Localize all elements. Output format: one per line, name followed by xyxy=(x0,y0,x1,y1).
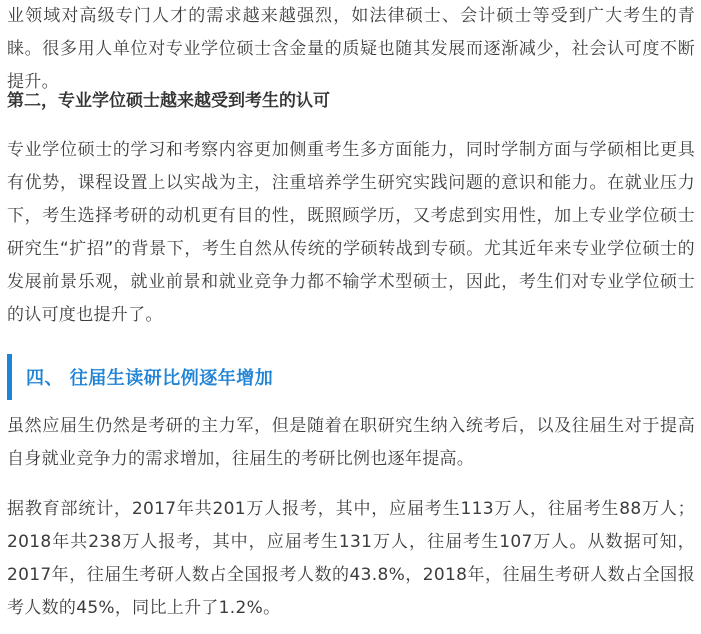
paragraph-graduates: 虽然应届生仍然是考研的主力军，但是随着在职研究生纳入统考后，以及往届生对于提高自身就业竞争力的需求增加，往届生的考研比例也逐年提高。 xyxy=(7,416,695,469)
intro-paragraph: 业领域对高级专门人才的需求越来越强烈，如法律硕士、会计硕士等受到广大考生的青睐。很多用人单位对专业学位硕士含金量的质疑也随其发展而逐渐减少，社会认可度不断提升。 xyxy=(7,6,695,92)
section-heading-title: 四、 往届生读研比例逐年增加 xyxy=(26,368,274,389)
section-heading-block xyxy=(7,354,695,400)
paragraph-professional-degree: 专业学位硕士的学习和考察内容更加侧重考生多方面能力，同时学制方面与学硕相比更具有优势，课程设置上以实战为主，注重培养学生研究实践问题的意识和能力。在就业压力下，考生选择考研的动机更有目的性，既照顾学历，又考虑到实用性，加上专业学位硕士研究生“扩招”的背景下，考生自然从传统的学硕转战到专硕。尤其近年来专业学位硕士的发展前景乐观，就业前景和就业竞争力都不输学术型硕士，因此，考生们对专业学位硕士的认可度也提升了。 xyxy=(7,140,695,325)
subheading: 第二，专业学位硕士越来越受到考生的认可 xyxy=(7,91,330,111)
paragraph-statistics: 据教育部统计，2017年共201万人报考，其中，应届考生113万人，往届考生88万人；2018年共238万人报考，其中，应届考生131万人，往届考生107万人。从数据可知，2017年，往届生考研人数占全国报考人数的43.8%，2018年，往届生考研人数占全国报考人数的45%，同比上升了1.2%。 xyxy=(7,499,695,618)
section-accent-bar xyxy=(7,354,12,400)
